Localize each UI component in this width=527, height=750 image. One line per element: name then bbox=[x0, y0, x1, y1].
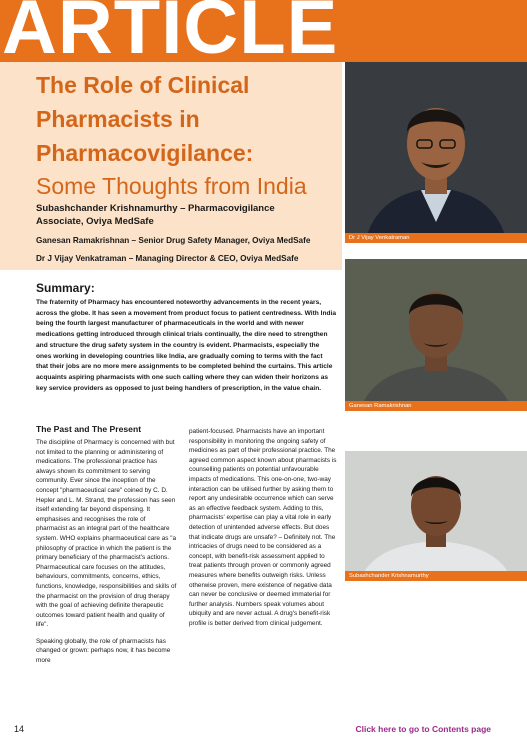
body-paragraph: The discipline of Pharmacy is concerned with but not limited to the planning or administering of medications. The professional practice has always shown its commitment to serving community. Ever since the inception of the concept "pharmaceutical care" coined by C. D. Hepler and L. M. Strand, the profession has seen itself extending far beyond dispensing. It emphasises and recognises the role of pharmacist as an integral part of the healthcare system. WHO explains pharmaceutical care as "a philosophy of practice in which the patient is the primary beneficiary of the pharmacist's actions. Pharmaceutical care focuses on the attitudes, behaviours, commitments, concerns, ethics, functions, knowledge, responsibilities and skills of the pharmacist on the provision of drug therapy with the goal of achieving definite therapeutic outcomes toward patient health and quality of life". bbox=[36, 439, 177, 629]
article-banner bbox=[0, 0, 527, 62]
body-column-right bbox=[189, 427, 339, 635]
author-line: Subashchander Krishnamurthy – Pharmacovigilance Associate, Oviya MedSafe bbox=[36, 203, 275, 227]
page-number: 14 bbox=[14, 724, 25, 734]
author-photo bbox=[345, 259, 527, 411]
portrait-graphic bbox=[345, 451, 527, 581]
body-paragraph: Speaking globally, the role of pharmacists has changed or grown: perhaps now, it has become more bbox=[36, 637, 171, 665]
banner-label: ARTICLE bbox=[2, 0, 339, 62]
summary-text: The fraternity of Pharmacy has encountered noteworthy advancements in the recent years, across the globe. It has seen a movement from product focus to patient centredness. With India being the fourth largest manufacturer of pharmaceuticals in the world and with newer medications getting introduced through clinical trials continually, the dire need to strengthen and structure the drug safety system in the country is evident. Pharmacists, especially the ones working in developing countries like India, are gradually coming to terms with the fact that their jobs are no more mere assignments to be completed behind the curtains. This article acquaints aspiring pharmacists with one such calling where they can widen their horizons as key service providers as opposed to just being handlers of prescription, in the value chain. bbox=[36, 299, 337, 392]
photo-caption: Dr J Vijay Venkatraman bbox=[345, 233, 527, 243]
contents-page-link[interactable]: Click here to go to Contents page bbox=[355, 724, 491, 734]
summary-heading: Summary: bbox=[36, 281, 95, 295]
body-column-left bbox=[36, 438, 178, 673]
author-line: Ganesan Ramakrishnan – Senior Drug Safety Manager, Oviya MedSafe bbox=[36, 236, 311, 245]
body-paragraph: patient-focused. Pharmacists have an important responsibility in monitoring the ongoing safety of medicines as part of their professional practice. The agreed common aspect known about pharmacists is counselling patients on potential unfavourable impacts of medications. This one-on-one, two-way interaction can be utilised further by asking them to report any undesirable occurrence which can serve as an effective feedback system. Adding to this, pharmacists' expertise can play a vital role in early detection of unintended adverse effects. But does that indicate drugs are unsafe? – Definitely not. The intricacies of drugs need to be considered as a concept, with benefit-risk assessment applied to treat patients through proven or commonly agreed measures where benefits outweigh risks. Unless otherwise proven, mere existence of negative data can never be conclusive or deemed immaterial for further analysis. Numbers speak volumes about ubiquity and are never actual. A drug's benefit-risk profile is better derived from clinical judgement. bbox=[189, 428, 337, 627]
portrait-graphic bbox=[345, 259, 527, 411]
author-photo bbox=[345, 451, 527, 581]
article-subtitle: Some Thoughts from India bbox=[36, 173, 307, 199]
photo-caption: Subashchander Krishnamurthy bbox=[345, 571, 527, 581]
title-block bbox=[0, 62, 342, 270]
article-title: The Role of Clinical Pharmacists in Pharmacovigilance: bbox=[36, 72, 254, 166]
author-photo bbox=[345, 62, 527, 242]
author-line: Dr J Vijay Venkatraman – Managing Director & CEO, Oviya MedSafe bbox=[36, 254, 299, 263]
portrait-graphic bbox=[345, 62, 527, 242]
section-heading: The Past and The Present bbox=[36, 424, 142, 434]
photo-caption: Ganesan Ramakrishnan bbox=[345, 401, 527, 411]
